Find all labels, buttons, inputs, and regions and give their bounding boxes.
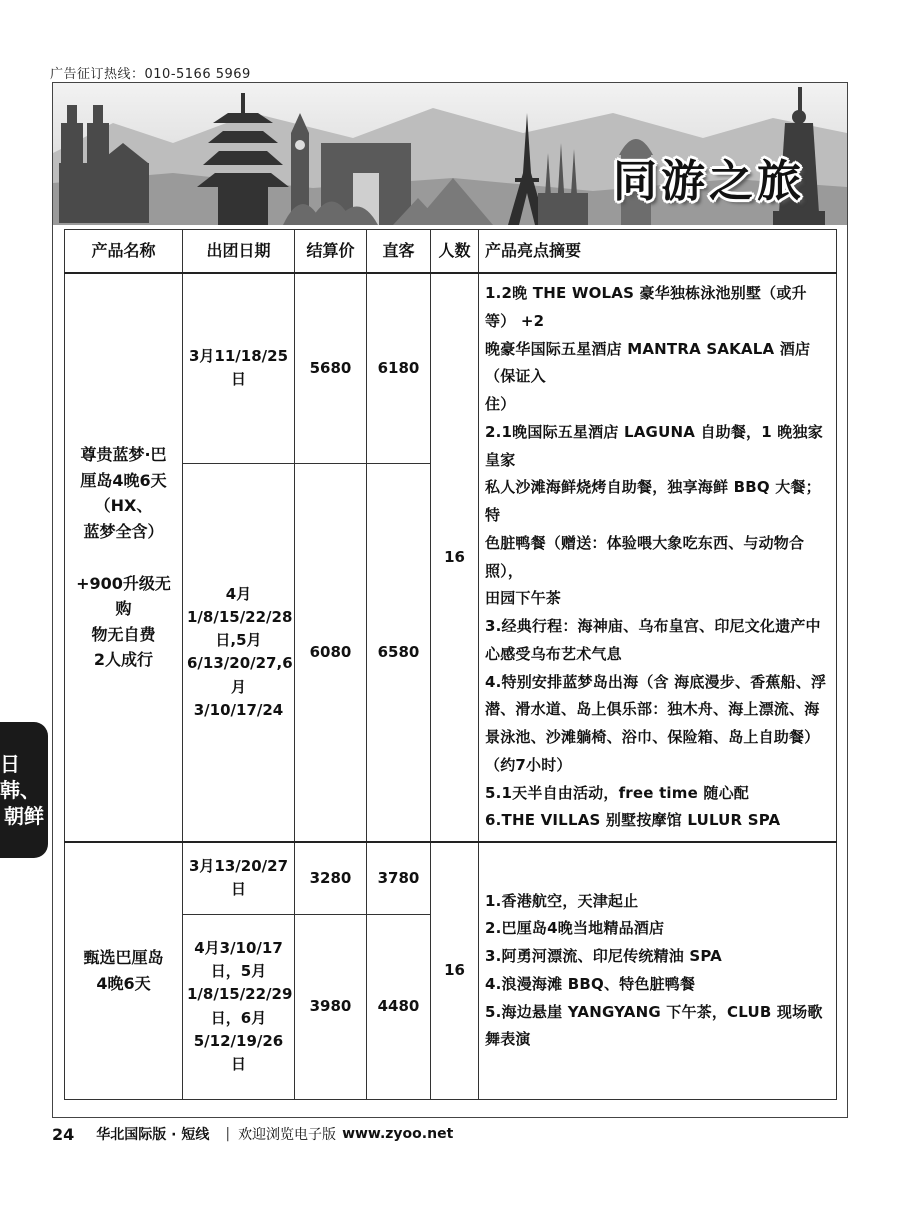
highlight-line: 晚豪华国际五星酒店 MANTRA SAKALA 酒店（保证入 bbox=[485, 339, 811, 386]
product-name-line: 4晚6天 bbox=[96, 973, 151, 993]
date-line: 日，6月 bbox=[210, 1008, 267, 1027]
banner-title: 同游之旅 bbox=[613, 156, 805, 207]
highlight-line: 2.巴厘岛4晚当地精品酒店 bbox=[485, 919, 665, 938]
highlights-cell bbox=[479, 842, 837, 1099]
highlight-line: 5.1天半自由活动，free time 随心配 bbox=[485, 783, 750, 802]
highlight-line: 4.浪漫海滩 BBQ、特色脏鸭餐 bbox=[485, 974, 696, 993]
settle-price-cell: 6080 bbox=[295, 463, 367, 842]
header-highlights: 产品亮点摘要 bbox=[479, 230, 837, 274]
product-note-line: 2人成行 bbox=[93, 650, 154, 670]
product-name-line: （HX、 bbox=[94, 496, 153, 516]
settle-price-cell: 3980 bbox=[295, 914, 367, 1099]
date-line: 日，5月 bbox=[210, 962, 267, 980]
date-line: 5/12/19/26日 bbox=[193, 1031, 284, 1073]
highlight-line: 住） bbox=[485, 395, 516, 413]
people-cell: 16 bbox=[431, 842, 479, 1099]
date-line: 3月11/18/25 bbox=[188, 347, 289, 366]
product-name-line: 厘岛4晚6天 bbox=[80, 470, 167, 490]
retail-price-cell: 3780 bbox=[367, 842, 431, 914]
date-line: 3月13/20/27 bbox=[188, 857, 289, 875]
highlight-line: 景泳池、沙滩躺椅、浴巾、保险箱、岛上自助餐） bbox=[485, 728, 820, 746]
settle-price-cell: 5680 bbox=[295, 273, 367, 463]
people-cell: 16 bbox=[431, 273, 479, 842]
ad-hotline: 广告征订热线：010-5166 5969 bbox=[50, 67, 251, 82]
highlight-line: 2.1晚国际五星酒店 LAGUNA 自助餐，1 晚独家皇家 bbox=[485, 422, 823, 469]
table-row bbox=[65, 273, 837, 463]
product-name-line: 甄选巴厘岛 bbox=[83, 948, 164, 968]
product-table bbox=[64, 229, 837, 1100]
section-tab-line: 日韩、 bbox=[0, 752, 40, 802]
highlight-line: 潜、滑水道、岛上俱乐部：独木舟、海上漂流、海 bbox=[485, 700, 820, 719]
retail-price-cell: 6180 bbox=[367, 273, 431, 463]
highlight-line: 色脏鸭餐（赠送：体验喂大象吃东西、与动物合照）， bbox=[485, 533, 805, 580]
header-product-name: 产品名称 bbox=[65, 230, 183, 274]
product-name-line: 蓝梦全含） bbox=[83, 521, 164, 541]
product-name-line: 尊贵蓝梦·巴 bbox=[80, 445, 167, 465]
page-footer bbox=[52, 1124, 453, 1144]
departure-date-cell bbox=[183, 842, 295, 914]
date-line: 4月 bbox=[225, 584, 252, 603]
highlight-line: 1.香港航空，天津起止 bbox=[485, 891, 639, 910]
product-note-line: +900升级无购 bbox=[76, 573, 171, 619]
highlight-line: 6.THE VILLAS 别墅按摩馆 LULUR SPA bbox=[485, 811, 781, 830]
footer-separator: | bbox=[225, 1126, 231, 1142]
highlight-line: （约7小时） bbox=[485, 755, 572, 774]
product-note-line: 物无自费 bbox=[91, 624, 156, 644]
highlight-line: 私人沙滩海鲜烧烤自助餐，独享海鲜 BBQ 大餐；特 bbox=[485, 478, 821, 524]
publication-name: 华北国际版 · 短线 bbox=[96, 1127, 210, 1143]
section-tab-japan-korea bbox=[0, 722, 48, 858]
header-departure-date: 出团日期 bbox=[183, 230, 295, 274]
highlight-line: 心感受乌布艺术气息 bbox=[485, 644, 622, 663]
date-line: 1/8/15/22/28 bbox=[187, 607, 293, 626]
highlight-line: 3.经典行程：海神庙、乌布皇宫、印尼文化遗产中 bbox=[485, 617, 821, 635]
header-settle-price: 结算价 bbox=[295, 230, 367, 274]
highlight-line: 5.海边悬崖 YANGYANG 下午茶，CLUB 现场歌舞表演 bbox=[485, 1002, 823, 1049]
highlight-line: 3.阿勇河漂流、印尼传统精油 SPA bbox=[485, 947, 722, 965]
product-name-cell bbox=[65, 842, 183, 1099]
departure-date-cell bbox=[183, 914, 295, 1099]
retail-price-cell: 4480 bbox=[367, 914, 431, 1099]
website-link[interactable]: www.zyoo.net bbox=[342, 1126, 454, 1142]
date-line: 6/13/20/27,6 bbox=[187, 654, 293, 673]
departure-date-cell bbox=[183, 273, 295, 463]
highlight-line: 田园下午茶 bbox=[485, 589, 562, 608]
footer-tagline: 欢迎浏览电子版 bbox=[238, 1127, 337, 1143]
table-row bbox=[65, 842, 837, 914]
highlight-line: 1.2晚 THE WOLAS 豪华独栋泳池别墅（或升等） +2 bbox=[485, 284, 807, 330]
date-line: 日 bbox=[230, 370, 246, 389]
departure-date-cell bbox=[183, 463, 295, 842]
highlights-cell bbox=[479, 273, 837, 842]
date-line: 月3/10/17/24 bbox=[193, 677, 284, 719]
retail-price-cell: 6580 bbox=[367, 463, 431, 842]
product-name-cell bbox=[65, 273, 183, 842]
table-header-row bbox=[65, 230, 837, 274]
header-people: 人数 bbox=[431, 230, 479, 274]
banner bbox=[53, 83, 847, 225]
date-line: 日,5月 bbox=[215, 631, 262, 650]
date-line: 4月3/10/17 bbox=[194, 938, 283, 957]
date-line: 日 bbox=[230, 880, 246, 899]
section-tab-line: 朝鲜 bbox=[4, 804, 44, 828]
page-number: 24 bbox=[52, 1124, 75, 1144]
settle-price-cell: 3280 bbox=[295, 842, 367, 914]
date-line: 1/8/15/22/29 bbox=[187, 985, 293, 1004]
header-retail-price: 直客 bbox=[367, 230, 431, 274]
highlight-line: 4.特别安排蓝梦岛出海（含 海底漫步、香蕉船、浮 bbox=[485, 672, 827, 691]
